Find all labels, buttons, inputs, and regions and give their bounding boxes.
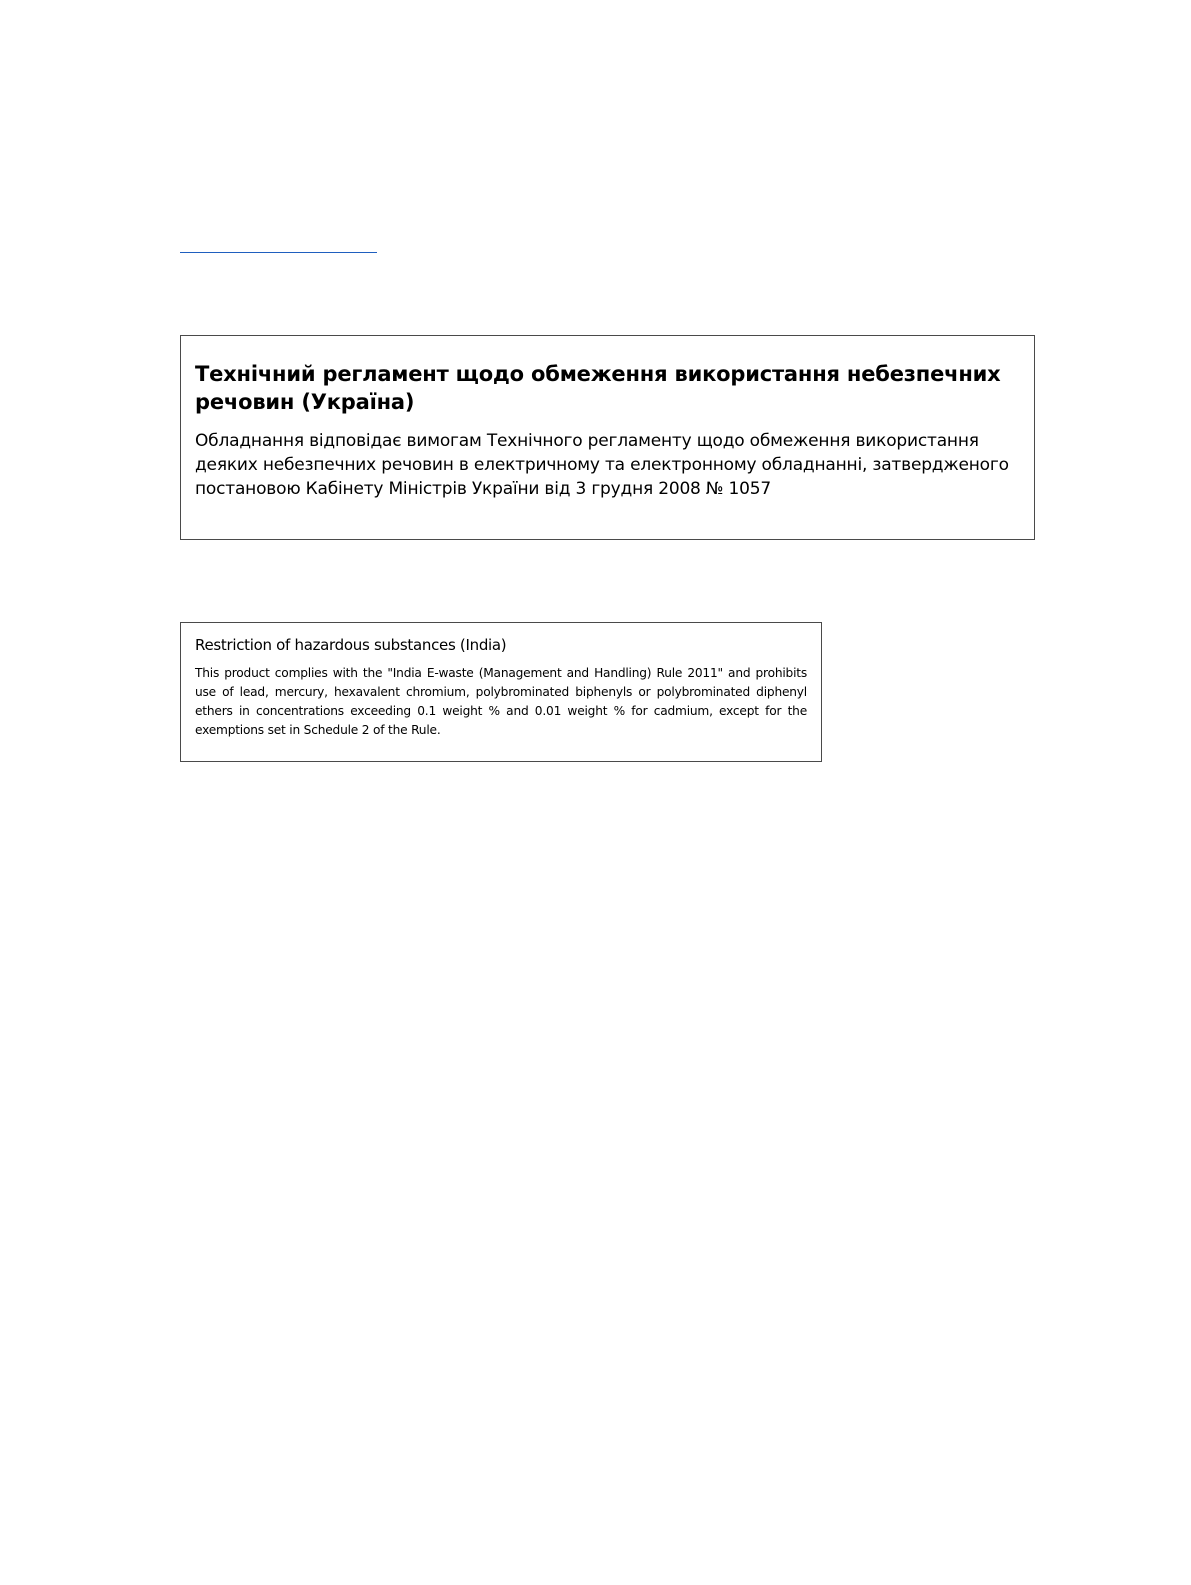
- top-divider-line: [180, 252, 377, 253]
- ukraine-notice-body: Обладнання відповідає вимогам Технічного регламенту щодо обмеження використання деяких небезпечних речовин в електричному та електронному обладнанні, затвердженого постановою Кабінету Міністрів України від 3 грудня 2008 № 1057: [195, 431, 1009, 499]
- ukraine-notice-title: Технічний регламент щодо обмеження використання небезпечних речовин (Україна): [195, 362, 1001, 414]
- india-rohs-notice-box: [180, 622, 822, 762]
- india-notice-body: This product complies with the "India E-waste (Management and Handling) Rule 2011" and prohibits use of lead, mercury, hexavalent chromium, polybrominated biphenyls or polybrominated diphenyl ethers in concentrations exceeding 0.1 weight % and 0.01 weight % for cadmium, except for the exemptions set in Schedule 2 of the Rule.: [195, 666, 807, 737]
- ukraine-rohs-notice-box: [180, 335, 1035, 540]
- india-notice-title: Restriction of hazardous substances (India): [195, 636, 507, 654]
